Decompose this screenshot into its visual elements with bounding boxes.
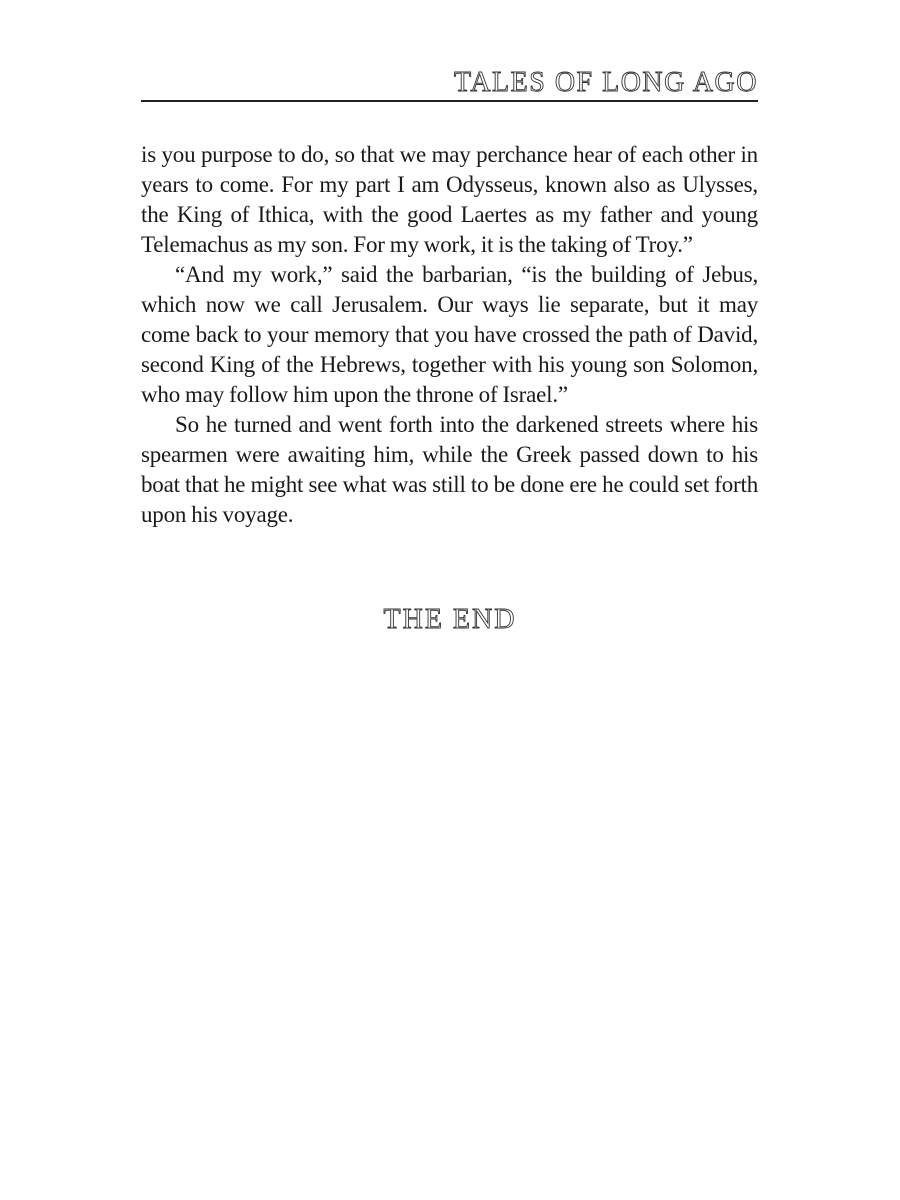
paragraph-3: So he turned and went forth into the darkened streets where his spearmen were awaiting him, while the Greek passed down to his boat that he might see what was still to be done ere he could set forth upon his voyage. bbox=[141, 412, 758, 527]
paragraph-2: “And my work,” said the barbarian, “is the building of Jebus, which now we call Jerusalem. Our ways lie separate, but it may come back to your memory that you have crossed the path of David, second King of the Hebrews, together with his young son Solomon, who may follow him upon the throne of Israel.” bbox=[141, 262, 758, 407]
paragraph-1: is you purpose to do, so that we may perchance hear of each other in years to come. For my part I am Odysseus, known also as Ulysses, the King of Ithica, with the good Laertes as my father and young Telemachus as my son. For my work, it is the taking of Troy.” bbox=[141, 142, 758, 257]
body-text bbox=[141, 140, 758, 530]
the-end-heading: THE END bbox=[383, 604, 517, 635]
header-rule bbox=[141, 100, 758, 102]
running-head: TALES OF LONG AGO bbox=[453, 67, 758, 98]
page-header bbox=[141, 64, 758, 102]
